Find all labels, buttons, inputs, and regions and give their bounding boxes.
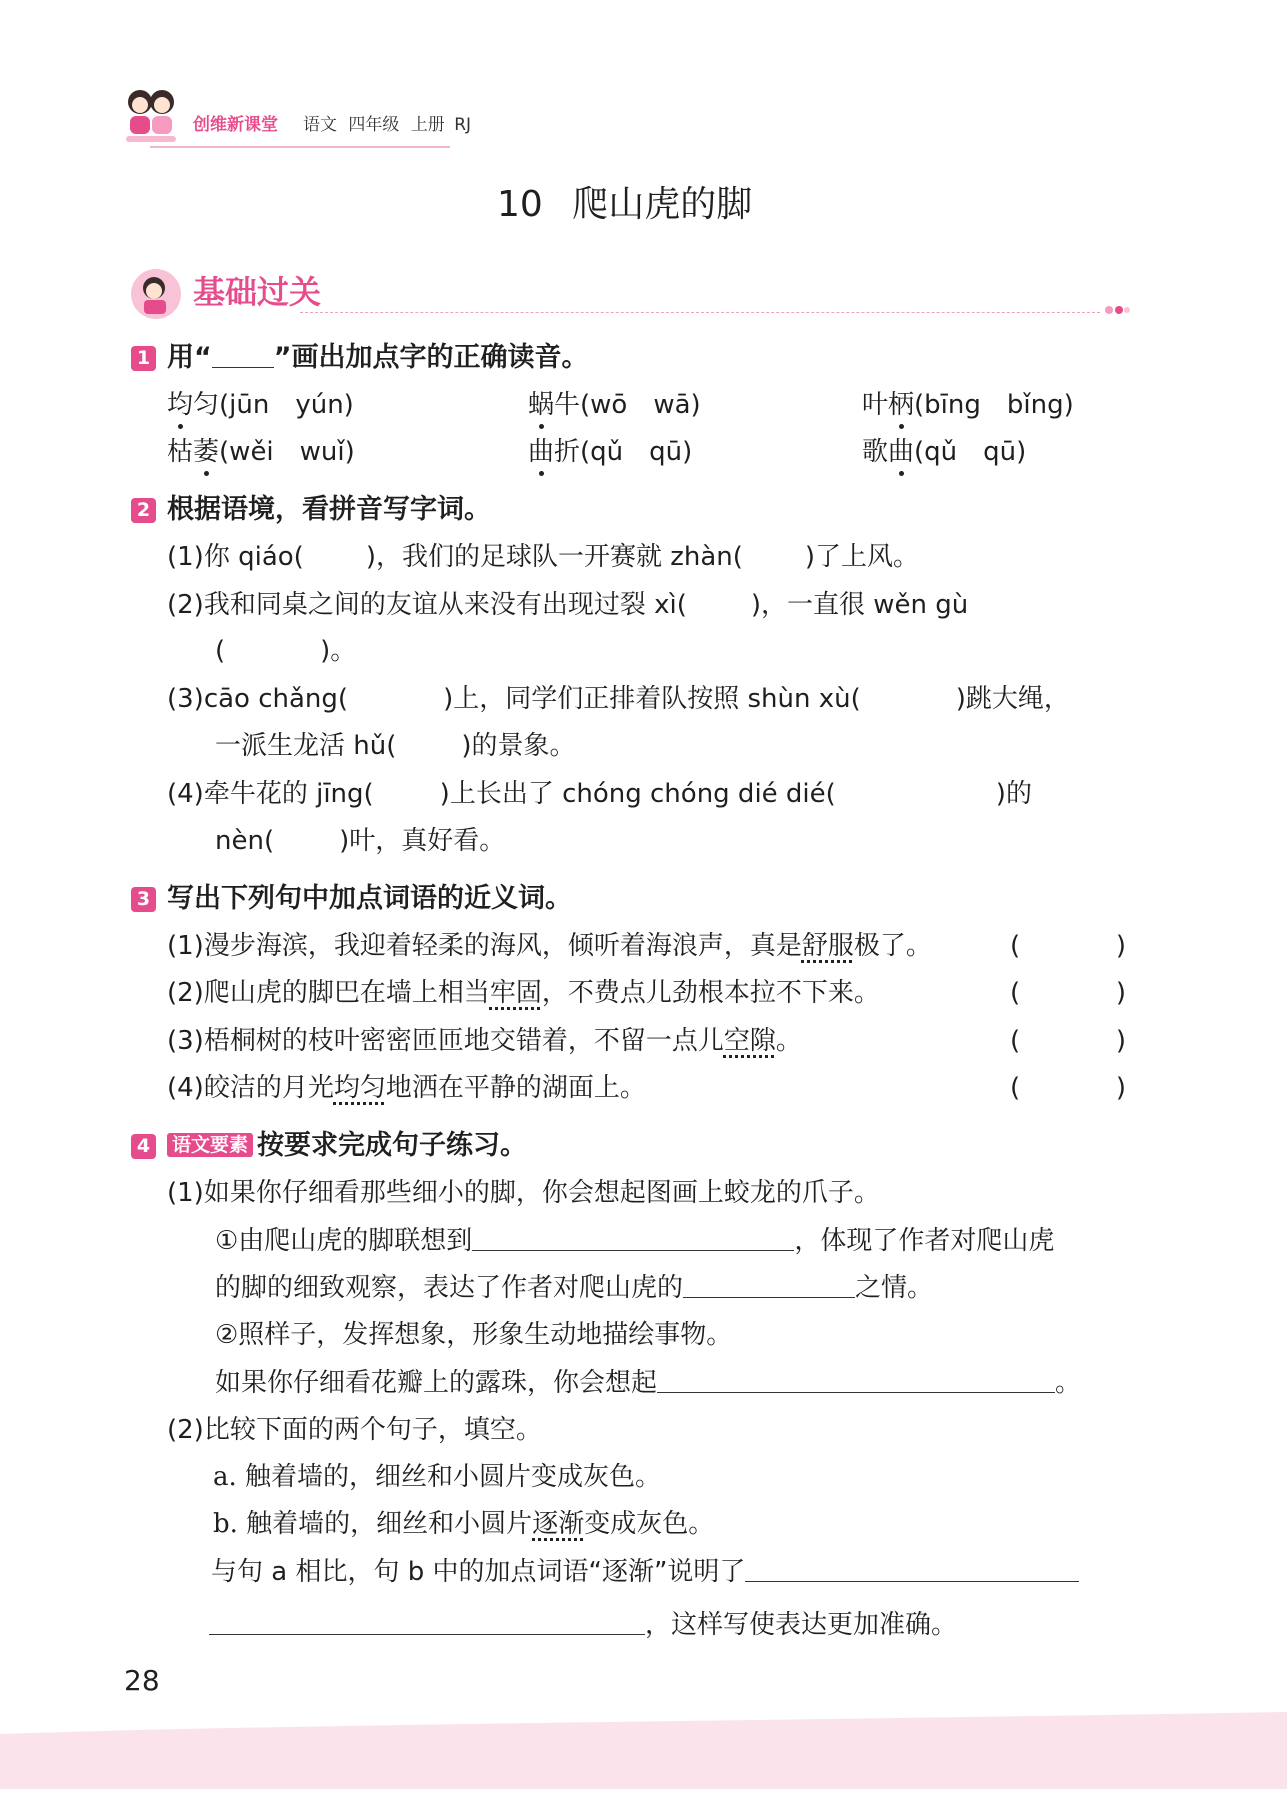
- q3-answer-box[interactable]: ( ): [1010, 978, 1126, 1008]
- header-underline: [150, 146, 450, 148]
- q1-title: [167, 341, 589, 375]
- dotted-char: 曲: [528, 437, 555, 467]
- q4-p1: (1)如果你仔细看那些细小的脚，你会想起图画上蛟龙的爪子。: [167, 1178, 880, 1208]
- q3-item: (2)爬山虎的脚巴在墙上相当牢固，不费点儿劲根本拉不下来。: [167, 978, 880, 1008]
- lesson-number: 10: [497, 184, 543, 225]
- answer-blank[interactable]: [657, 1366, 1055, 1393]
- q2-sentence-3: (3)cāo chǎng( )上，同学们正排着队按照 shùn xù( )跳大绳，: [167, 684, 1070, 714]
- q4-compare-cont: ，这样写使表达更加准确。: [209, 1608, 957, 1642]
- brand-name: 创维新课堂: [193, 115, 278, 135]
- dotted-word: 舒服: [801, 931, 854, 961]
- q4-sentence-a: a. 触着墙的，细丝和小圆片变成灰色。: [213, 1462, 662, 1492]
- q4-p2: (2)比较下面的两个句子，填空。: [167, 1415, 542, 1445]
- q4-p1a2: 的脚的细致观察，表达了作者对爬山虎的 之情。: [215, 1273, 934, 1303]
- q3-answer-box[interactable]: ( ): [1010, 931, 1126, 961]
- subject: 语文: [303, 115, 337, 135]
- divider-dots-icon: [1104, 302, 1130, 316]
- q1-item: 枯萎(wěi wuǐ): [167, 437, 355, 467]
- q3-title: 写出下列句中加点词语的近义词。: [167, 883, 572, 914]
- q2-sentence-3-cont: 一派生龙活 hǔ( )的景象。: [215, 731, 576, 761]
- q4-title: [167, 1129, 527, 1163]
- q1-title-blank: [212, 341, 274, 368]
- q3-answer-box[interactable]: ( ): [1010, 1073, 1126, 1103]
- girl-reading-icon: [130, 268, 182, 320]
- q2-sentence-1: (1)你 qiáo( )，我们的足球队一开赛就 zhàn( )了上风。: [167, 542, 920, 572]
- q4-p1a: ①由爬山虎的脚联想到 ，体现了作者对爬山虎: [215, 1226, 1055, 1256]
- volume: 上册: [410, 115, 445, 135]
- footer-wave-icon: [0, 1712, 1287, 1789]
- q2-sentence-4: (4)牵牛花的 jīng( )上长出了 chóng chóng dié dié( )的: [167, 779, 1032, 809]
- q3-item: (3)梧桐树的枝叶密密匝匝地交错着，不留一点儿空隙。: [167, 1026, 802, 1056]
- lesson-title: [497, 183, 752, 227]
- q2-title: 根据语境，看拼音写字词。: [167, 494, 491, 525]
- section-title: 基础过关: [193, 273, 322, 311]
- grade: 四年级: [348, 115, 400, 135]
- dotted-char: 蜗: [528, 390, 555, 420]
- dotted-word: 牢固: [489, 978, 542, 1008]
- q3-item: (1)漫步海滨，我迎着轻柔的海风，倾听着海浪声，真是舒服极了。: [167, 931, 932, 961]
- q4-number: 4: [131, 1134, 156, 1159]
- dotted-char: 均: [167, 390, 194, 420]
- dotted-word: 均匀: [333, 1073, 386, 1103]
- q1-item: 歌曲(qǔ qū): [862, 437, 1027, 467]
- q4-p1b: ②照样子，发挥想象，形象生动地描绘事物。: [215, 1320, 733, 1350]
- section-icon: [130, 268, 182, 320]
- q3-item: (4)皎洁的月光均匀地洒在平静的湖面上。: [167, 1073, 646, 1103]
- header-mascot: [122, 86, 182, 148]
- answer-blank[interactable]: [683, 1271, 855, 1298]
- q2-number: 2: [131, 498, 156, 523]
- q3-number: 3: [131, 887, 156, 912]
- answer-blank[interactable]: [745, 1555, 1079, 1582]
- dotted-word: 逐渐: [532, 1509, 585, 1539]
- lesson-name: 爬山虎的脚: [572, 184, 753, 225]
- q1-title-pre: 用“: [167, 342, 212, 373]
- answer-blank[interactable]: [209, 1608, 645, 1635]
- dotted-word: 空隙: [723, 1026, 776, 1056]
- q1-item: 均匀(jūn yún): [167, 390, 354, 420]
- section-divider: [300, 312, 1100, 313]
- header-meta: [303, 114, 471, 136]
- dotted-char: 萎: [193, 437, 220, 467]
- q4-compare: 与句 a 相比，句 b 中的加点词语“逐渐”说明了: [211, 1555, 1079, 1589]
- q3-answer-box[interactable]: ( ): [1010, 1026, 1126, 1056]
- answer-blank[interactable]: [472, 1224, 794, 1251]
- q2-sentence-4-cont: nèn( )叶，真好看。: [215, 826, 506, 856]
- q1-item: 曲折(qǔ qū): [528, 437, 693, 467]
- dotted-char: 曲: [888, 437, 915, 467]
- kids-mascot-icon: [122, 86, 182, 148]
- q4-sentence-b: b. 触着墙的，细丝和小圆片逐渐变成灰色。: [213, 1509, 715, 1539]
- dotted-char: 柄: [888, 390, 915, 420]
- q1-item: 蜗牛(wō wā): [528, 390, 701, 420]
- q2-sentence-2: (2)我和同桌之间的友谊从来没有出现过裂 xì( )，一直很 wěn gù: [167, 590, 969, 620]
- q4-p1b2: 如果你仔细看花瓣上的露珠，你会想起 。: [215, 1368, 1082, 1398]
- q4-title-text: 按要求完成句子练习。: [257, 1130, 528, 1161]
- edition: RJ: [454, 115, 472, 135]
- footer-band: [0, 1712, 1287, 1789]
- q1-title-post: ”画出加点字的正确读音。: [273, 342, 589, 373]
- page-number: 28: [124, 1664, 160, 1697]
- q1-item: 叶柄(bīng bǐng): [862, 390, 1074, 420]
- q4-tag: 语文要素: [167, 1133, 253, 1157]
- q2-sentence-2-cont: ( )。: [215, 636, 357, 666]
- q1-number: 1: [131, 346, 156, 371]
